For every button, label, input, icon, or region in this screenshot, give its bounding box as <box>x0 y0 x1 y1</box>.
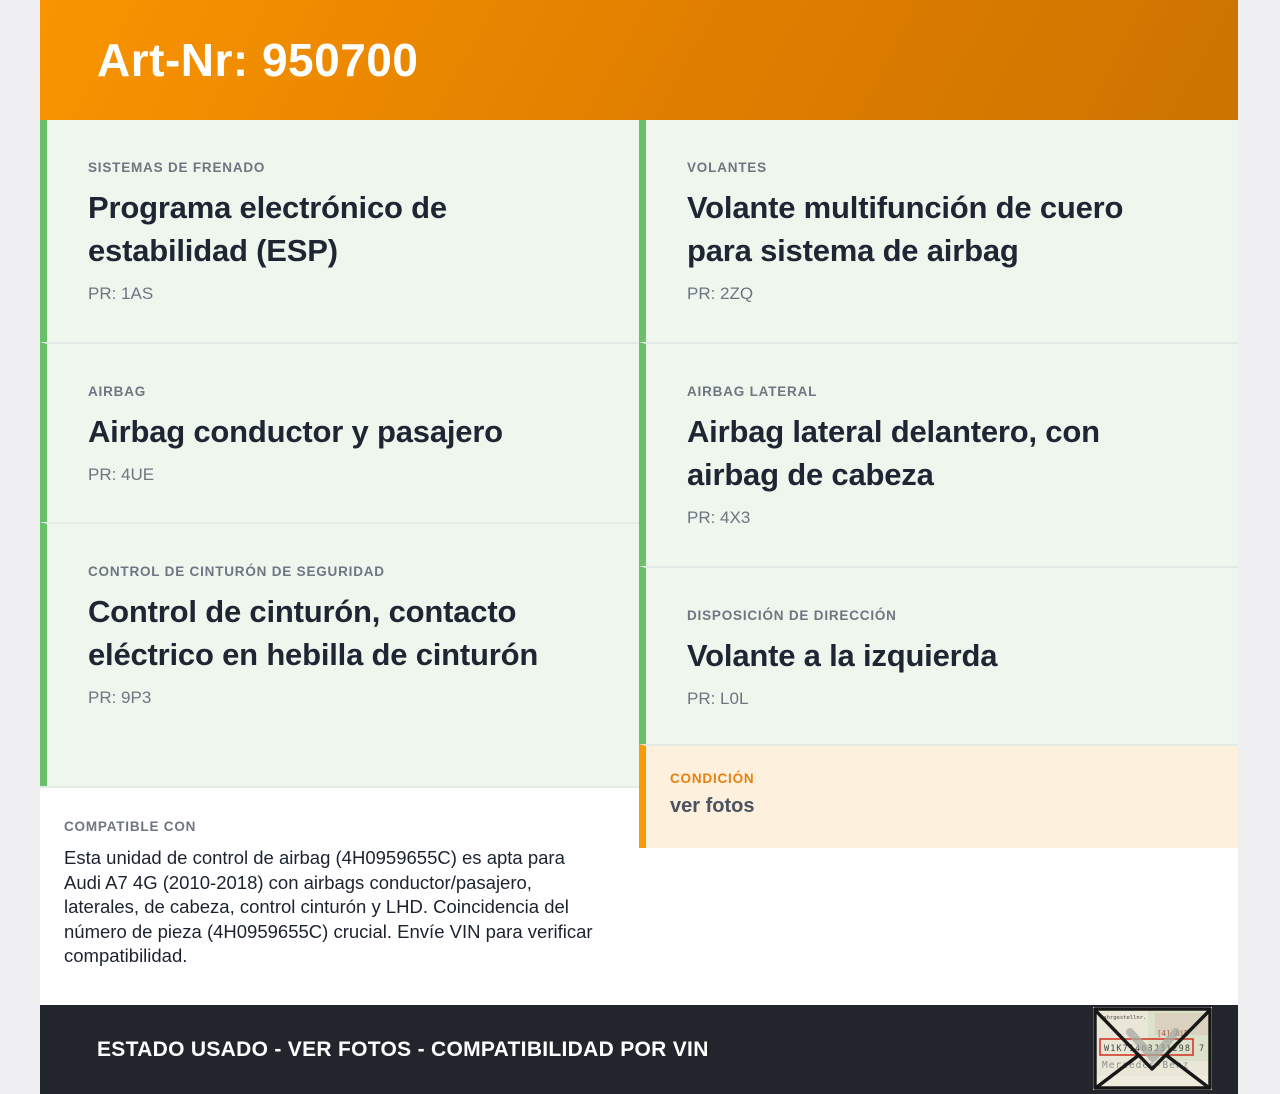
card-pr-code: PR: L0L <box>687 689 749 708</box>
card-pr-code: PR: 9P3 <box>88 688 152 707</box>
card-category-label: SISTEMAS DE FRENADO <box>88 160 266 175</box>
card-category-label: VOLANTES <box>687 160 767 175</box>
card-pr-code: PR: 1AS <box>88 284 154 303</box>
condition-label: CONDICIÓN <box>670 771 755 786</box>
card-title: Programa electrónico de estabilidad (ESP) <box>88 190 447 268</box>
compatibility-description: Esta unidad de control de airbag (4H0959655C) es apta para Audi A7 4G (2010-2018) con airbags conductor/pasajero, laterales, de cabeza, control cinturón y LHD. Coincidencia del número de pieza (4H0959655C) crucial. Envíe VIN para verificar compatibilidad. <box>64 847 593 966</box>
card-braking-system <box>40 120 639 342</box>
card-pr-code: PR: 4UE <box>88 465 155 484</box>
doc-label-text: Fahrgestellnr. <box>1100 1015 1147 1021</box>
card-side-airbag <box>639 342 1238 566</box>
card-airbag <box>40 342 639 522</box>
card-title: Airbag conductor y pasajero <box>88 414 503 449</box>
cards-grid <box>40 120 1238 1005</box>
left-column <box>40 120 639 1005</box>
card-category-label: COMPATIBLE CON <box>64 819 197 834</box>
right-column <box>639 120 1238 1005</box>
card-pr-code: PR: 2ZQ <box>687 284 754 303</box>
doc-code-text: [4] AiB <box>1157 1029 1189 1038</box>
card-title: Airbag lateral delantero, con airbag de cabeza <box>687 414 1100 492</box>
product-card-page <box>40 0 1238 1094</box>
brand-text: Mercedes-Benz <box>1102 1060 1190 1071</box>
card-pr-code: PR: 4X3 <box>687 508 751 527</box>
footer-banner <box>40 1005 1238 1094</box>
card-condition <box>639 744 1238 848</box>
card-steering-layout <box>639 566 1238 744</box>
card-compatible-with <box>40 786 639 1005</box>
header <box>40 0 1238 120</box>
vin-document-envelope-image <box>1093 1007 1212 1090</box>
card-category-label: CONTROL DE CINTURÓN DE SEGURIDAD <box>88 564 385 579</box>
card-category-label: DISPOSICIÓN DE DIRECCIÓN <box>687 608 897 623</box>
card-category-label: AIRBAG <box>88 384 147 399</box>
card-seatbelt-control <box>40 522 639 786</box>
footer-status-text: ESTADO USADO - VER FOTOS - COMPATIBILIDAD POR VIN <box>97 1037 709 1061</box>
card-title: Control de cinturón, contacto eléctrico en hebilla de cinturón <box>88 594 539 672</box>
card-title: Volante a la izquierda <box>687 638 998 673</box>
condition-value: ver fotos <box>670 795 755 817</box>
card-steering-wheels <box>639 120 1238 342</box>
empty-filler <box>639 848 1238 1005</box>
card-category-label: AIRBAG LATERAL <box>687 384 818 399</box>
card-title: Volante multifunción de cuero para sistema de airbag <box>687 190 1124 268</box>
vin-suffix-text: 7 <box>1199 1044 1205 1054</box>
vin-text: W1K71463J31298 <box>1104 1044 1192 1054</box>
article-number-title: Art-Nr: 950700 <box>97 34 419 86</box>
